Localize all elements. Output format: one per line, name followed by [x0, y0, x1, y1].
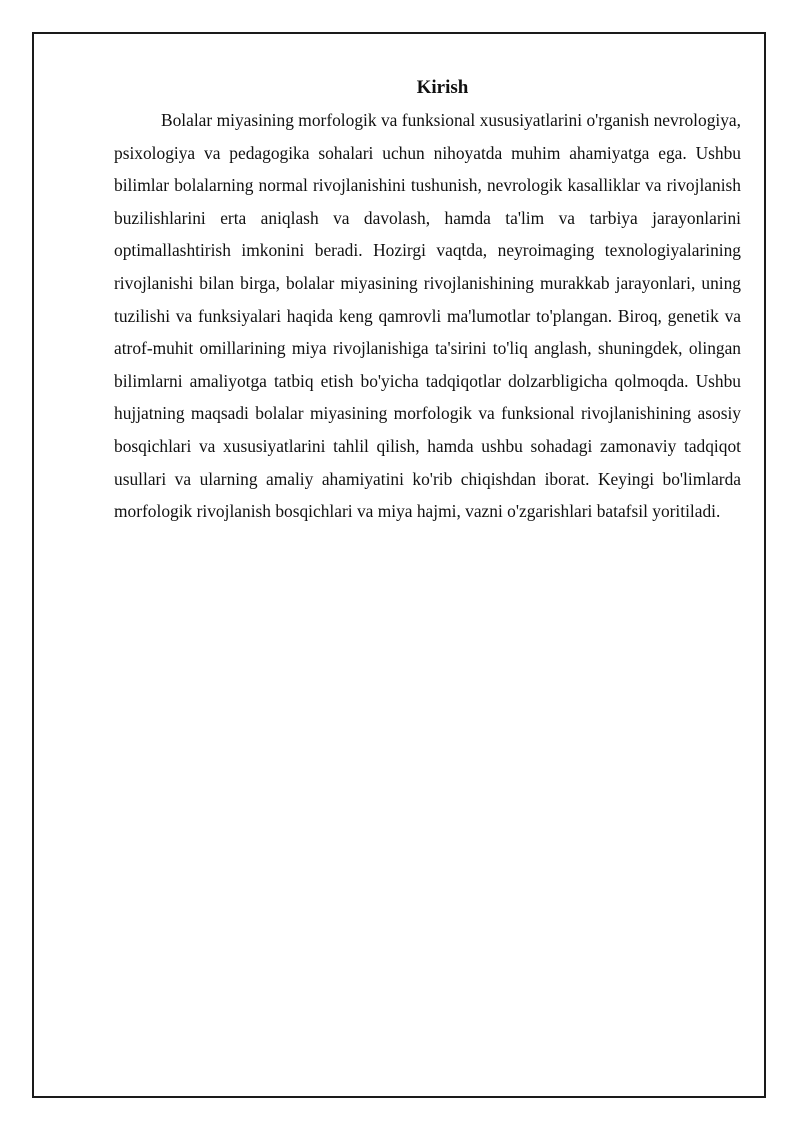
section-heading: Kirish — [416, 77, 469, 98]
document-content — [114, 74, 741, 528]
intro-paragraph: Bolalar miyasining morfologik va funksional xususiyatlarini o'rganish nevrologiya, psixologiya va pedagogika sohalari uchun nihoyatda muhim ahamiyatga ega. Ushbu bilimlar bolalarning normal rivojlanishini tushunish, nevrologik kasalliklar va rivojlanish buzilishlarini erta aniqlash va davolash, hamda ta'lim va tarbiya jarayonlarini optimallashtirish imkonini beradi. Hozirgi vaqtda, neyroimaging texnologiyalarining rivojlanishi bilan birga, bolalar miyasining rivojlanishining murakkab jarayonlari, uning tuzilishi va funksiyalari haqida keng qamrovli ma'lumotlar to'plangan. Biroq, genetik va atrof-muhit omillarining miya rivojlanishiga ta'sirini to'liq anglash, shuningdek, olingan bilimlarni amaliyotga tatbiq etish bo'yicha tadqiqotlar dolzarbligicha qolmoqda. Ushbu hujjatning maqsadi bolalar miyasining morfologik va funksional rivojlanishining asosiy bosqichlari va xususiyatlarini tahlil qilish, hamda ushbu sohadagi zamonaviy tadqiqot usullari va ularning amaliy ahamiyatini ko'rib chiqishdan iborat. Keyingi bo'limlarda morfologik rivojlanish bosqichlari va miya hajmi, vazni o'zgarishlari batafsil yoritiladi. — [114, 110, 741, 522]
